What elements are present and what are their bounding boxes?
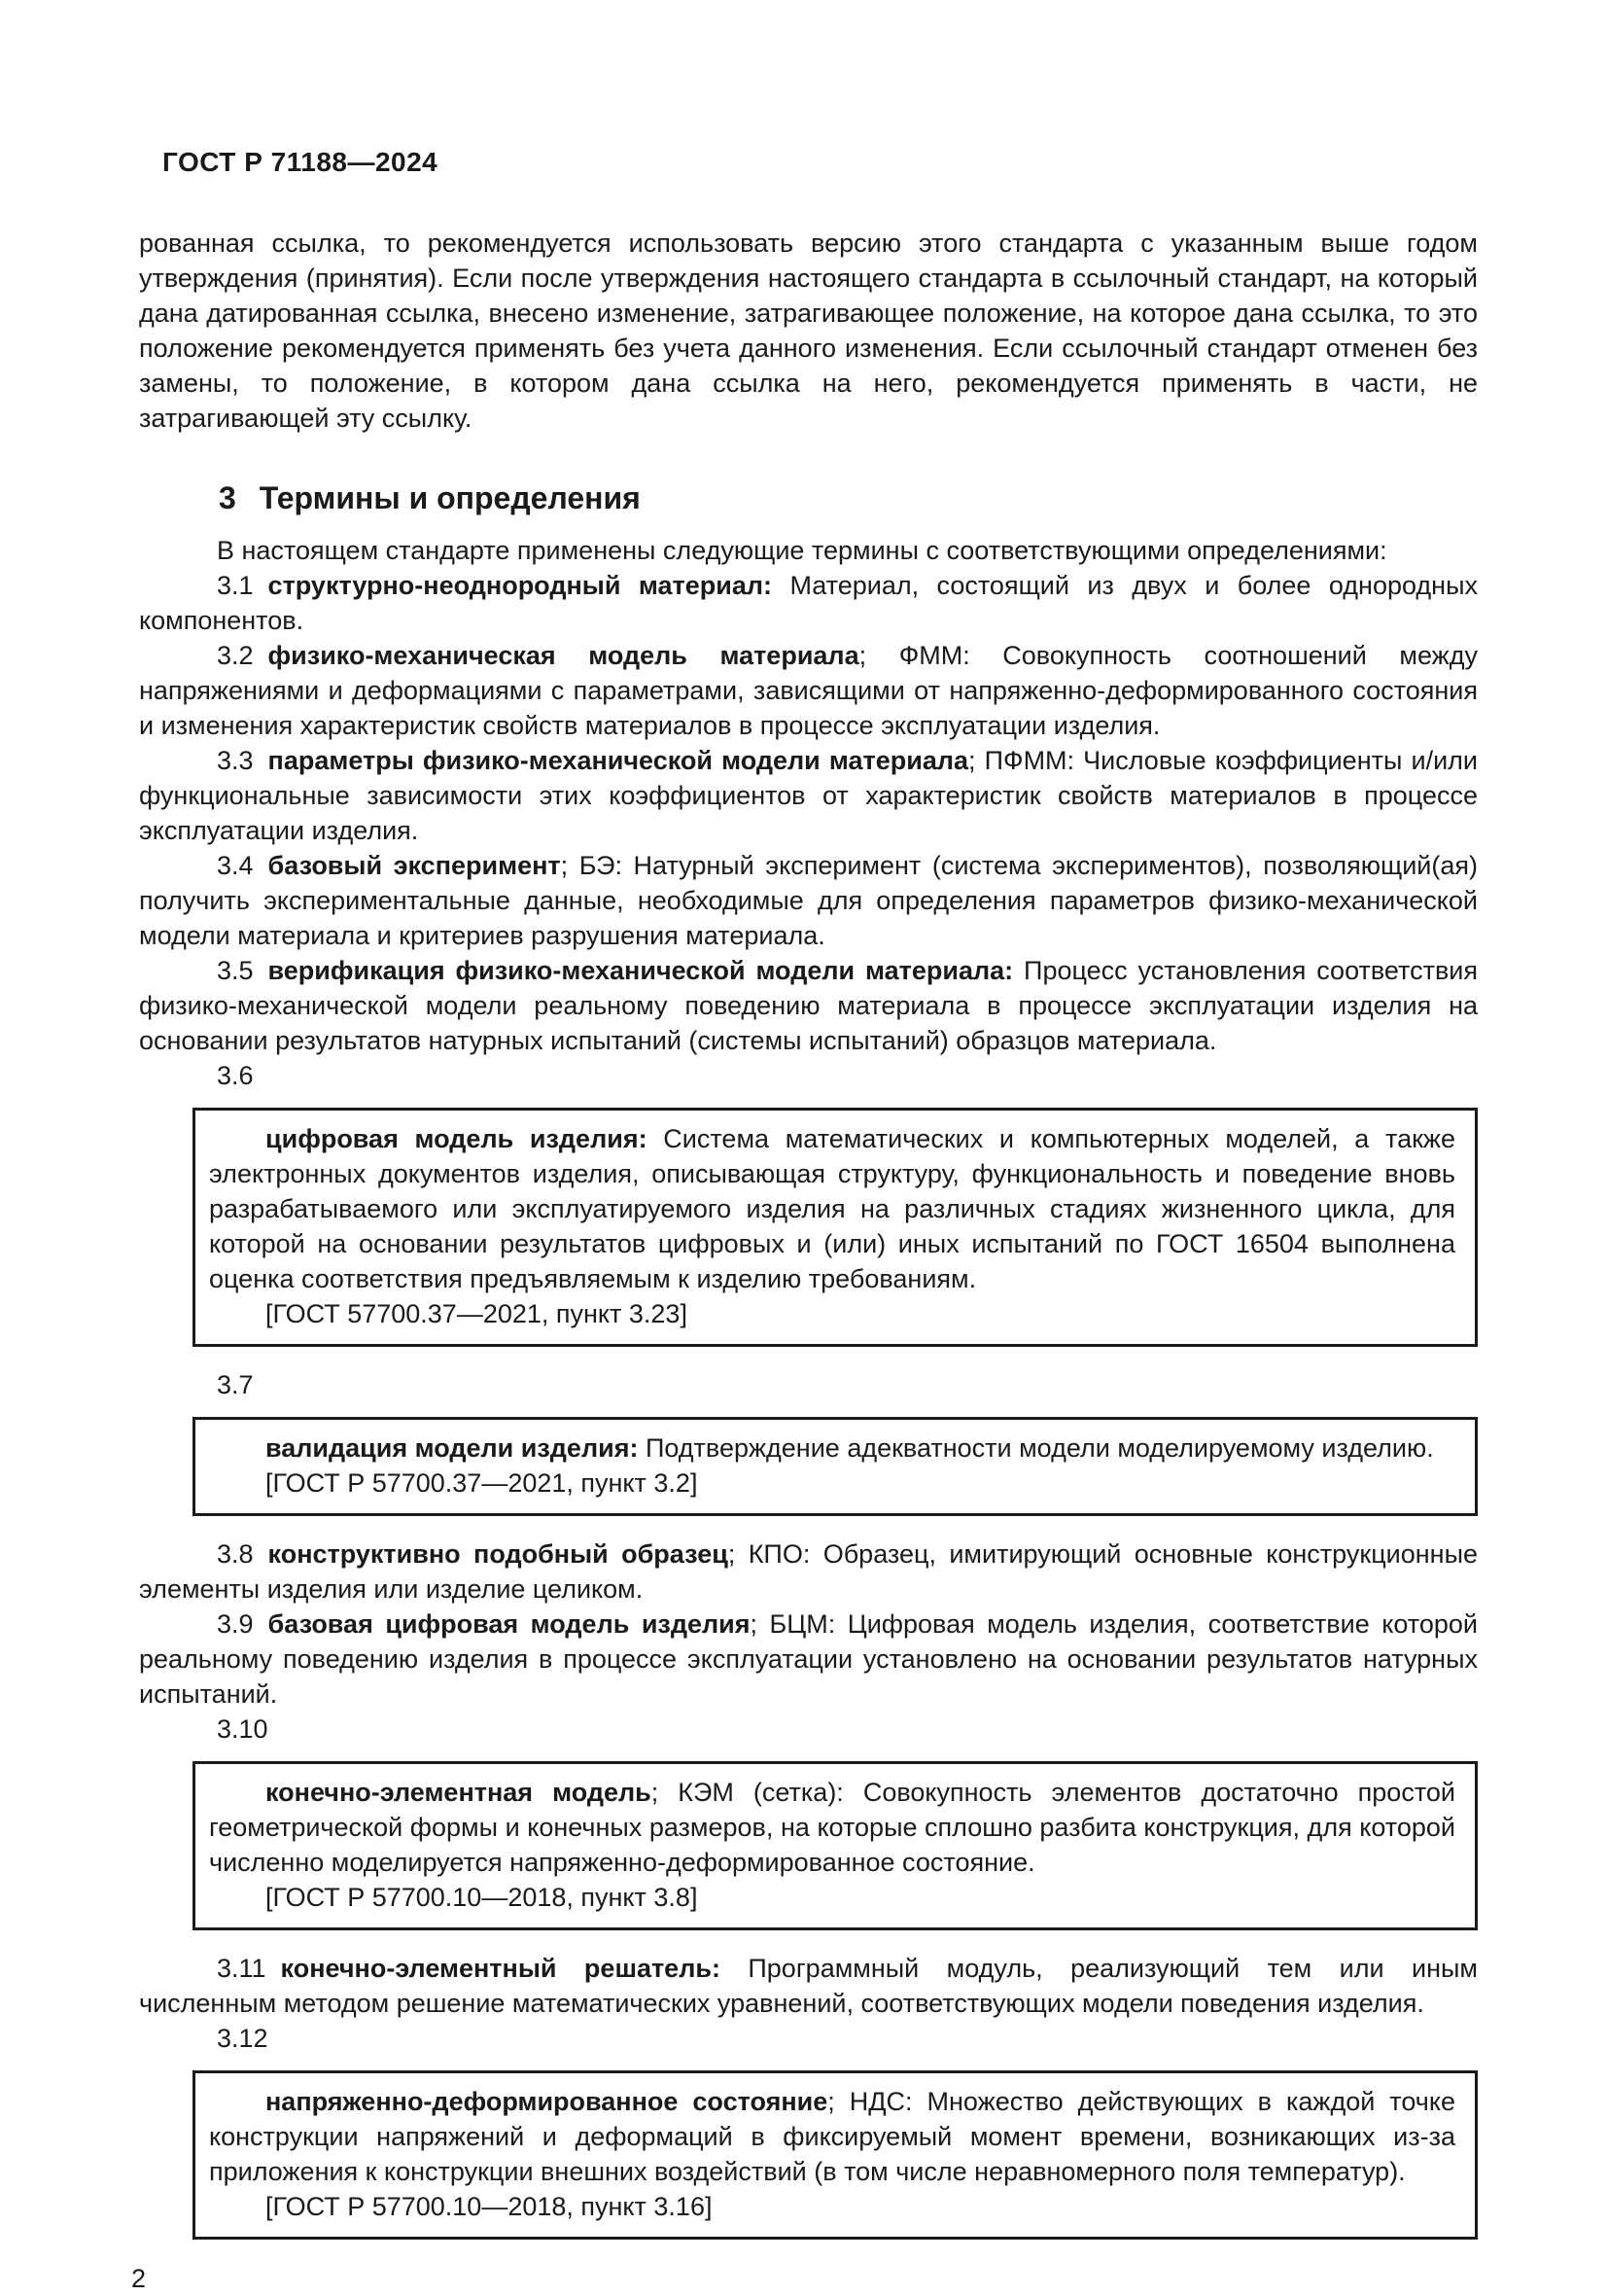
term-name: базовый эксперимент [267,851,561,880]
term-definition: ; НДС: Множество действующих в каждой точке конструкции напряжений и деформаций в фиксируемый момент времени, возникающих из-за приложения к конструкции внешних воздействий (в том числе неравномерного поля температур). [209,2087,1455,2186]
term-definition: Процесс установления соответствия физико-механической модели реальному поведению материала в процессе эксплуатации изделия на основании результатов натурных испытаний (системы испытаний) образцов материала. [139,956,1478,1055]
term-name: конструктивно подобный образец [267,1539,728,1569]
term-3-4 [139,848,1478,953]
term-3-6-number [139,1058,1478,1093]
term-3-2 [139,638,1478,743]
boxed-term-3-7 [209,1431,1455,1466]
term-3-5 [139,953,1478,1058]
term-name: параметры физико-механической модели материала [267,746,969,775]
term-number: 3.7 [217,1370,254,1399]
term-3-1 [139,568,1478,638]
term-name: верификация физико-механической модели материала: [267,956,1014,985]
term-definition: Программный модуль, реализующий тем или иным численным методом решение математических уравнений, соответствующих модели поведения изделия. [139,1954,1478,2018]
term-source-citation: [ГОСТ Р 57700.10—2018, пункт 3.8] [265,1883,698,1912]
page-number: 2 [131,2264,147,2293]
term-number: 3.11 [217,1954,266,1983]
boxed-term-3-12 [209,2084,1455,2189]
term-3-3 [139,743,1478,848]
term-3-10-number [139,1712,1478,1747]
term-number: 3.3 [217,746,254,775]
term-3-12-number [139,2021,1478,2056]
term-source-citation: [ГОСТ Р 57700.10—2018, пункт 3.16] [265,2192,713,2221]
boxed-term-3-10 [209,1775,1455,1880]
term-number: 3.9 [217,1609,254,1639]
term-name: конечно-элементный решатель: [280,1954,720,1983]
section-lead-paragraph: В настоящем стандарте применены следующие термины с соответствующими определениями: [217,536,1387,565]
term-number: 3.8 [217,1539,254,1569]
term-source-citation: [ГОСТ Р 57700.37—2021, пункт 3.2] [265,1468,698,1498]
term-number: 3.4 [217,851,254,880]
term-number: 3.12 [217,2024,268,2053]
page-content [131,146,1478,2296]
term-name: конечно-элементная модель [265,1778,651,1807]
standard-designation: ГОСТ Р 71188—2024 [162,147,438,177]
term-name: структурно-неоднородный материал: [267,571,772,600]
term-3-8 [139,1537,1478,1607]
term-3-7-number [139,1367,1478,1402]
term-definition: ; ФММ: Совокупность соотношений между напряжениями и деформациями с параметрами, зависящими от напряженно-деформированного состояния и изменения характеристик свойств материалов в процессе эксплуатации изделия. [139,641,1478,740]
term-definition: ; БЦМ: Цифровая модель изделия, соответствие которой реальному поведению изделия в процессе эксплуатации установлено на основании результатов натурных испытаний. [139,1609,1478,1709]
term-number: 3.2 [217,641,254,670]
section-title: Термины и определения [259,480,641,515]
term-number: 3.5 [217,956,254,985]
term-name: базовая цифровая модель изделия [267,1609,751,1639]
term-name: напряженно-деформированное состояние [265,2087,828,2116]
term-definition: Материал, состоящий из двух и более однородных компонентов. [139,571,1478,635]
term-definition: Подтверждение адекватности модели моделируемому изделию. [638,1433,1434,1463]
term-definition: ; БЭ: Натурный эксперимент (система экспериментов), позволяющий(ая) получить экспериментальные данные, необходимые для определения параметров физико-механической модели материала и критериев разрушения материала. [139,851,1478,950]
term-definition: ; КПО: Образец, имитирующий основные конструкционные элементы изделия или изделие целиком. [139,1539,1478,1604]
term-3-11 [139,1951,1478,2021]
term-definition: ; ПФММ: Числовые коэффициенты и/или функциональные зависимости этих коэффициентов от характеристик свойств материалов в процессе эксплуатации изделия. [139,746,1478,845]
definition-box-3-6 [192,1108,1478,1347]
term-number: 3.1 [217,571,254,600]
term-definition: Система математических и компьютерных моделей, а также электронных документов изделия, описывающая структуру, функциональность и поведение вновь разрабатываемого или эксплуатируемого изделия на различных стадиях жизненного цикла, для которой на основании результатов цифровых и (или) иных испытаний по ГОСТ 16504 выполнена оценка соответствия предъявляемым к изделию требованиям. [209,1124,1455,1293]
definition-box-3-12 [192,2070,1478,2240]
term-3-9 [139,1607,1478,1712]
definition-box-3-10 [192,1761,1478,1930]
term-source-citation: [ГОСТ 57700.37—2021, пункт 3.23] [265,1299,687,1328]
boxed-term-3-6 [209,1121,1455,1296]
term-name: валидация модели изделия: [265,1433,639,1463]
term-number: 3.10 [217,1714,268,1744]
term-name: цифровая модель изделия: [265,1124,647,1153]
section-number: 3 [219,480,236,515]
term-definition: ; КЭМ (сетка): Совокупность элементов достаточно простой геометрической формы и конечных размеров, на которые сплошно разбита конструкция, для которой численно моделируется напряженно-деформированное состояние. [209,1778,1455,1877]
term-number: 3.6 [217,1061,254,1090]
definition-box-3-7 [192,1417,1478,1516]
section-3-heading [139,478,1478,517]
continuation-paragraph: рованная ссылка, то рекомендуется использовать версию этого стандарта с указанным выше годом утверждения (принятия). Если после утверждения настоящего стандарта в ссылочный стандарт, на который дана датированная ссылка, внесено изменение, затрагивающее положение, на которое дана ссылка, то это положение рекомендуется применять без учета данного изменения. Если ссылочный стандарт отменен без замены, то положение, в котором дана ссылка на него, рекомендуется применять в части, не затрагивающей эту ссылку. [139,229,1478,433]
term-name: физико-механическая модель материала [267,641,859,670]
